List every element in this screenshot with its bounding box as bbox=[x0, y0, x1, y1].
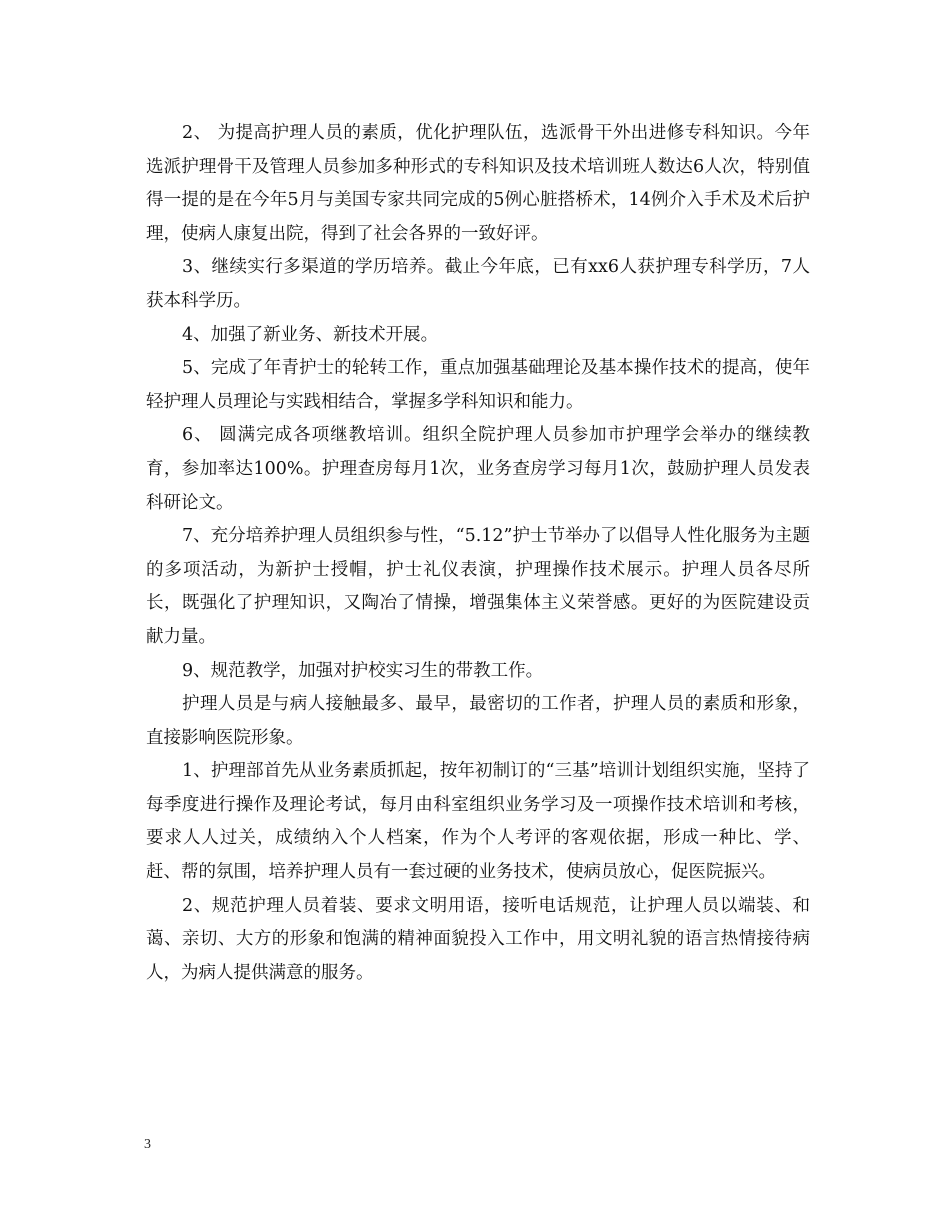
paragraph-item-4-new-business: 4、加强了新业务、新技术开展。 bbox=[182, 324, 439, 345]
paragraph-item-2-conduct: 2、规范护理人员着装、要求文明用语，接听电话规范，让护理人员以端装、和蔼、亲切、大方的形象和饱满的精神面貌投入工作中，用文明礼貌的语言热情接待病人，为病人提供满意的服务。 bbox=[146, 895, 810, 983]
paragraph-item-7-nurses-day: 7、充分培养护理人员组织参与性，“5.12”护士节举办了以倡导人性化服务为主题的多项活动，为新护士授帽，护士礼仪表演，护理操作技术展示。护理人员各尽所长，既强化了护理知识，又陶冶了情操，增强集体主义荣誉感。更好的为医院建设贡献力量。 bbox=[146, 526, 810, 647]
paragraph-item-5-rotation: 5、完成了年青护士的轮转工作，重点加强基础理论及基本操作技术的提高，使年轻护理人员理论与实践相结合，掌握多学科知识和能力。 bbox=[146, 358, 810, 412]
paragraph-item-9-teaching: 9、规范教学，加强对护校实习生的带教工作。 bbox=[182, 660, 544, 681]
paragraph-item-2-training: 2、 为提高护理人员的素质，优化护理队伍，选派骨干外出进修专科知识。今年选派护理骨干及管理人员参加多种形式的专科知识及技术培训班人数达6人次，特别值得一提的是在今年5月与美国专家共同完成的5例心脏搭桥术，14例介入手术及术后护理，使病人康复出院，得到了社会各界的一致好评。 bbox=[146, 123, 810, 244]
document-body bbox=[146, 117, 810, 990]
paragraph-item-6-continuing-education: 6、 圆满完成各项继教培训。组织全院护理人员参加市护理学会举办的继续教育，参加率达100%。护理查房每月1次，业务查房学习每月1次，鼓励护理人员发表科研论文。 bbox=[146, 425, 810, 513]
paragraph-item-1-quality: 1、护理部首先从业务素质抓起，按年初制订的“三基”培训计划组织实施，坚持了每季度进行操作及理论考试，每月由科室组织业务学习及一项操作技术培训和考核，要求人人过关，成绩纳入个人档案，作为个人考评的客观依据，形成一种比、学、赶、帮的氛围，培养护理人员有一套过硬的业务技术，使病员放心，促医院振兴。 bbox=[146, 761, 810, 883]
page-number: 3 bbox=[144, 1137, 151, 1152]
paragraph-intro-image: 护理人员是与病人接触最多、最早，最密切的工作者，护理人员的素质和形象，直接影响医院形象。 bbox=[146, 694, 810, 748]
paragraph-item-3-education: 3、继续实行多渠道的学历培养。截止今年底，已有xx6人获护理专科学历，7人获本科学历。 bbox=[146, 257, 810, 311]
